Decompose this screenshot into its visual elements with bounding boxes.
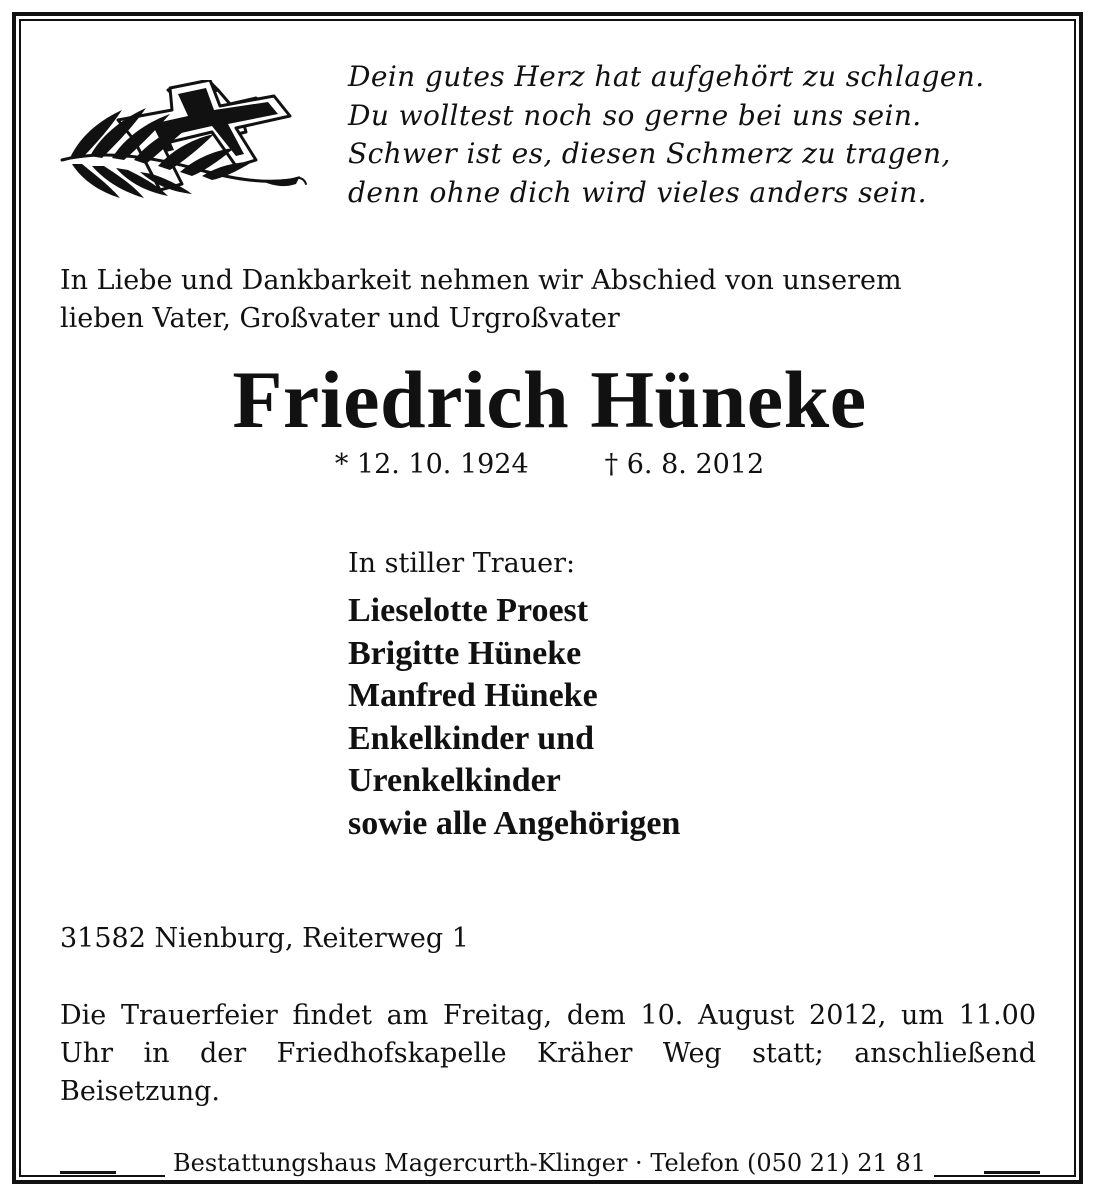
- birth-date: * 12. 10. 1924: [334, 449, 529, 480]
- intro-text: [60, 262, 1050, 338]
- poem-line: Schwer ist es, diesen Schmerz zu tragen,: [348, 137, 951, 170]
- cross-with-palm-frond-icon: [60, 80, 310, 200]
- mourner-list: [348, 590, 680, 845]
- mourning-label: In stiller Trauer:: [348, 548, 576, 579]
- poem-line: Dein gutes Herz hat aufgehört zu schlagen.: [348, 60, 985, 93]
- deceased-name: Friedrich Hüneke: [232, 354, 867, 445]
- mourner-name: Manfred Hüneke: [348, 677, 598, 714]
- life-dates: [0, 446, 1099, 484]
- intro-line: In Liebe und Dankbarkeit nehmen wir Abschied von unserem: [60, 265, 902, 296]
- mourner-name: Brigitte Hüneke: [348, 634, 582, 672]
- poem: [348, 58, 1048, 212]
- funeral-home-contact: Bestattungshaus Magercurth-Klinger · Telefon (050 21) 21 81: [165, 1149, 934, 1177]
- address: 31582 Nienburg, Reiterweg 1: [60, 923, 469, 954]
- poem-line: denn ohne dich wird vieles anders sein.: [348, 175, 927, 209]
- poem-line: Du wolltest noch so gerne bei uns sein.: [348, 98, 922, 132]
- service-notice: Die Trauerfeier findet am Freitag, dem 10. August 2012, um 11.00 Uhr in der Friedhofskapelle Kräher Weg statt; anschließend Beisetzung.: [60, 1000, 1036, 1107]
- mourner-name: Lieselotte Proest: [348, 592, 589, 629]
- death-date: † 6. 8. 2012: [604, 449, 765, 480]
- footer: [0, 1146, 1099, 1180]
- mourner-name: Enkelkinder und: [348, 719, 595, 757]
- mourner-name: Urenkelkinder: [348, 762, 561, 799]
- mourner-name: sowie alle Angehörigen: [348, 804, 681, 842]
- intro-line: lieben Vater, Großvater und Urgroßvater: [60, 303, 620, 334]
